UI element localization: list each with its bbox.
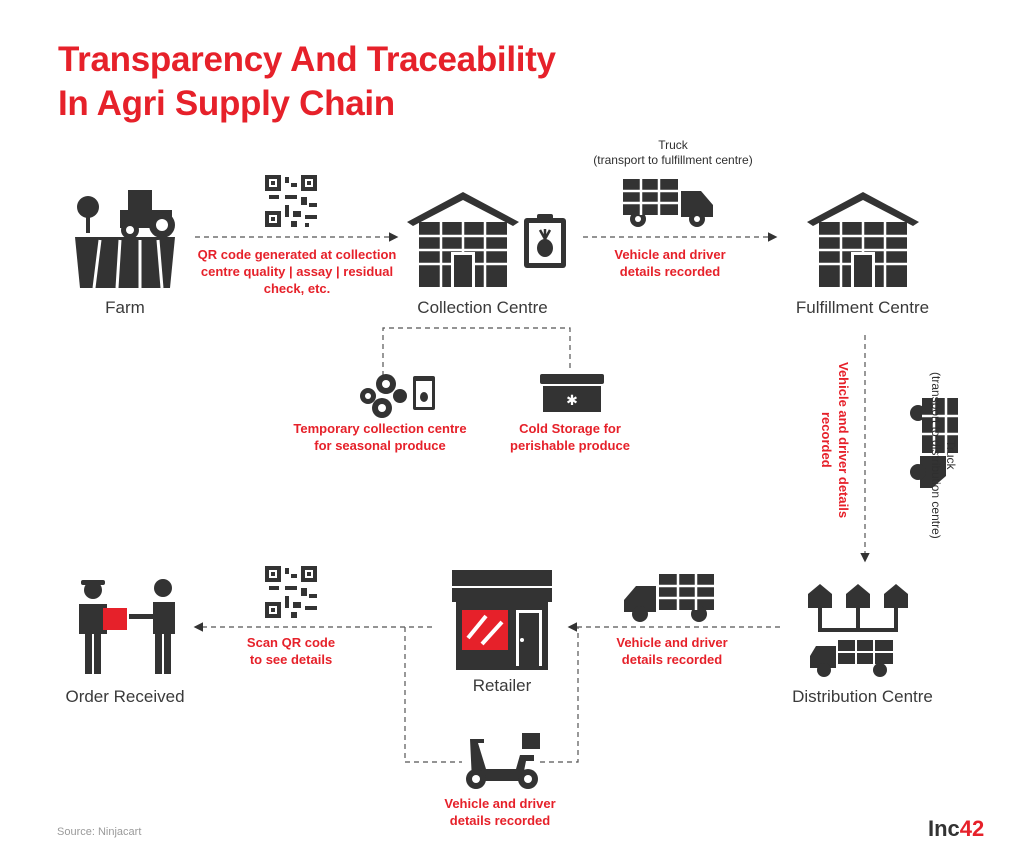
edge-collection-fulfillment-truck: Truck (transport to fulfillment centre) (593, 138, 753, 167)
farm-icon (70, 185, 180, 295)
truck-icon (623, 175, 713, 227)
retail-store-icon (452, 570, 552, 670)
qr-code-icon (265, 566, 317, 618)
warehouse-icon (807, 192, 919, 287)
node-distribution-centre: Distribution Centre (792, 687, 933, 706)
logo-prefix: Inc (928, 816, 960, 841)
truck-icon (872, 398, 924, 488)
edge-scooter-label: Vehicle and driver details recorded (444, 796, 556, 828)
node-farm: Farm (105, 298, 145, 317)
edge-farm-collection-label: QR code generated at collection centre quality | assay | residual check, etc. (197, 247, 397, 296)
warehouse-icon (407, 192, 519, 287)
edge-fulfillment-distribution-truck: Truck (transport to distribution centre) (929, 371, 958, 539)
delivery-person-icon (75, 578, 185, 678)
truck-icon (624, 570, 714, 622)
branch-temporary-label: Temporary collection centre for seasonal produce (293, 421, 467, 453)
clipboard-beet-icon (522, 212, 568, 270)
edge-distribution-retailer-label: Vehicle and driver details recorded (616, 635, 728, 667)
title-line-2: In Agri Supply Chain (58, 84, 395, 123)
distribution-network-icon (808, 578, 908, 678)
edge-collection-fulfillment-label: Vehicle and driver details recorded (614, 247, 726, 279)
node-order-received: Order Received (65, 687, 185, 706)
cold-storage-box-icon (540, 374, 604, 414)
source-note: Source: Ninjacart (57, 826, 142, 838)
scooter-icon (462, 733, 544, 793)
edge-fulfillment-distribution-label: Vehicle and driver details recorded (819, 361, 851, 519)
title-line-1: Transparency And Traceability (58, 40, 556, 79)
svg-text:✱: ✱ (566, 393, 578, 409)
branch-cold-storage-label: Cold Storage for perishable produce (510, 421, 630, 453)
node-retailer: Retailer (472, 676, 532, 695)
inc42-logo (928, 816, 984, 842)
edge-retailer-order-label: Scan QR code to see details (246, 635, 336, 667)
qr-code-icon (265, 175, 317, 227)
snowflake-gear-icon (358, 372, 438, 422)
logo-suffix: 42 (959, 816, 985, 841)
node-collection-centre: Collection Centre (417, 298, 548, 317)
node-fulfillment-centre: Fulfillment Centre (795, 298, 930, 317)
